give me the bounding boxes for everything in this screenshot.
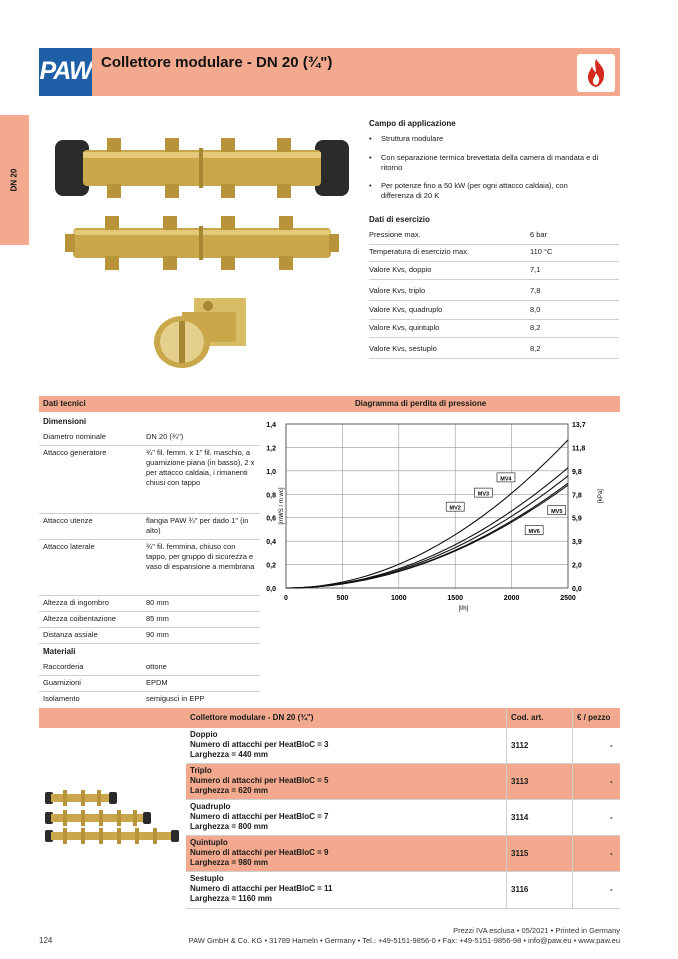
x-axis-label: [l/h] xyxy=(458,606,469,612)
tech-row xyxy=(39,628,260,644)
operating-value: 8,0 xyxy=(530,305,541,314)
operating-label: Valore Kvs, triplo xyxy=(369,286,426,295)
order-width: Larghezza = 980 mm xyxy=(190,858,269,867)
manifold-insulated-image xyxy=(55,134,349,209)
order-description xyxy=(190,874,333,904)
tech-value: 85 mm xyxy=(146,614,169,623)
order-col-price: € / pezzo xyxy=(577,713,611,722)
tech-value: ¾" fil. femm. x 1" fil. maschio, a guarnizione piana (in basso), 2 x per attacco caldaia, i rimanenti chiusi con tappo xyxy=(146,448,255,487)
order-width: Larghezza = 800 mm xyxy=(190,822,269,831)
tech-label: Raccorderia xyxy=(43,662,84,671)
operating-label: Valore Kvs, quadruplo xyxy=(369,305,443,314)
order-price: - xyxy=(610,849,613,858)
tech-label: Attacco generatore xyxy=(43,448,107,457)
series-label-mv3: MV3 xyxy=(477,491,490,498)
y-axis-label-right: [kPa] xyxy=(598,489,604,503)
order-description xyxy=(190,730,328,760)
order-width: Larghezza = 620 mm xyxy=(190,786,269,795)
operating-value: 110 °C xyxy=(530,247,553,256)
order-divider xyxy=(186,763,620,764)
operating-row xyxy=(369,244,619,262)
operating-label: Temperatura di esercizio max. xyxy=(369,247,470,256)
order-type: Sestuplo xyxy=(190,874,224,883)
flame-icon xyxy=(577,54,615,92)
page-number: 124 xyxy=(39,936,53,945)
tech-label: Distanza assiale xyxy=(43,630,98,639)
order-width: Larghezza = 440 mm xyxy=(190,750,269,759)
tech-row xyxy=(39,540,260,596)
y-tick-label-right: 11,8 xyxy=(572,445,586,453)
x-tick-label: 500 xyxy=(336,595,349,602)
x-tick-label: 2000 xyxy=(503,595,520,602)
pressure-loss-chart-svg xyxy=(262,414,618,614)
tech-value: flangia PAW ¾" per dado 1" (in alto) xyxy=(146,516,249,535)
order-connections: Numero di attacchi per HeatBloC = 9 xyxy=(190,848,329,857)
bullet-dot-icon: • xyxy=(369,134,372,143)
y-tick-label-left: 0,4 xyxy=(266,539,276,547)
operating-row xyxy=(369,320,619,338)
series-label-mv5: MV5 xyxy=(551,509,563,516)
operating-row xyxy=(369,283,619,301)
x-tick-label: 2500 xyxy=(560,595,576,602)
tech-label: Altezza coibentazione xyxy=(43,614,116,623)
y-tick-label-right: 0,0 xyxy=(572,586,582,593)
application-bullet xyxy=(369,181,589,201)
tech-data-heading: Dati tecnici xyxy=(43,399,86,408)
footer-price-note: Prezzi IVA esclusa • 05/2021 • Printed in Germany xyxy=(453,926,620,935)
application-bullet xyxy=(369,153,614,173)
tech-label: Isolamento xyxy=(43,694,80,703)
operating-label: Valore Kvs, quintuplo xyxy=(369,323,440,332)
paw-logo xyxy=(39,48,92,96)
application-bullet xyxy=(369,134,619,144)
operating-heading: Dati di esercizio xyxy=(369,215,430,224)
order-connections: Numero di attacchi per HeatBloC = 11 xyxy=(190,884,333,893)
tech-row xyxy=(39,676,260,692)
order-code: 3116 xyxy=(511,885,529,894)
tech-value: DN 20 (¾") xyxy=(146,432,184,441)
y-tick-label-left: 0,0 xyxy=(266,586,276,593)
order-column-divider xyxy=(572,708,573,908)
dimensions-heading: Dimensioni xyxy=(43,417,87,426)
operating-label: Valore Kvs, sestuplo xyxy=(369,344,437,353)
tech-value: EPDM xyxy=(146,678,168,687)
y-tick-label-left: 0,6 xyxy=(266,515,276,523)
tech-label: Guarnizioni xyxy=(43,678,81,687)
order-description xyxy=(190,766,328,796)
tech-row xyxy=(39,596,260,612)
x-tick-label: 0 xyxy=(284,595,288,602)
bullet-dot-icon: • xyxy=(369,181,372,190)
tech-value: ottone xyxy=(146,662,167,671)
tech-label: Attacco utenze xyxy=(43,516,93,525)
order-price: - xyxy=(610,885,613,894)
side-tab-label: DN 20 xyxy=(9,168,19,192)
order-col-description: Collettore modulare - DN 20 (¾") xyxy=(190,713,314,722)
order-description xyxy=(190,838,328,868)
y-tick-label-right: 7,8 xyxy=(572,492,582,500)
manifold-bare-image xyxy=(65,214,339,279)
tech-value: ¾" fil. femmina, chiuso con tappo, per gruppo di sicurezza e vaso di espansione a membrana xyxy=(146,542,255,571)
order-row xyxy=(186,872,620,908)
bullet-text: Con separazione termica brevettata della camera di mandata e di ritorno xyxy=(381,153,599,172)
order-type: Quadruplo xyxy=(190,802,231,811)
plot-frame xyxy=(286,424,568,588)
operating-row xyxy=(369,227,619,245)
order-description xyxy=(190,802,328,832)
order-price: - xyxy=(610,741,613,750)
tech-value: 80 mm xyxy=(146,598,169,607)
series-line-mv5 xyxy=(286,483,568,588)
operating-label: Pressione max. xyxy=(369,230,421,239)
chart-heading: Diagramma di perdita di pressione xyxy=(355,399,487,408)
series-label-mv4: MV4 xyxy=(500,476,512,483)
order-row xyxy=(186,836,620,872)
operating-row xyxy=(369,302,619,320)
paw-logo-text: PAW xyxy=(39,57,92,85)
order-type: Doppio xyxy=(190,730,218,739)
y-tick-label-right: 9,8 xyxy=(572,468,582,476)
order-code: 3115 xyxy=(511,849,529,858)
series-label-mv6: MV6 xyxy=(528,529,540,536)
operating-value: 8,2 xyxy=(530,344,541,353)
tech-row xyxy=(39,446,260,514)
bullet-dot-icon: • xyxy=(369,153,372,162)
order-divider xyxy=(186,835,620,836)
tech-row xyxy=(39,660,260,676)
x-tick-label: 1000 xyxy=(391,595,407,602)
bullet-text: Per potenze fino a 50 kW (per ogni attacco caldaia), con differenza di 20 K xyxy=(381,181,568,200)
y-tick-label-right: 5,9 xyxy=(572,515,582,523)
order-connections: Numero di attacchi per HeatBloC = 7 xyxy=(190,812,329,821)
order-type: Quintuplo xyxy=(190,838,228,847)
order-price: - xyxy=(610,813,613,822)
order-type: Triplo xyxy=(190,766,212,775)
tech-value: 90 mm xyxy=(146,630,169,639)
x-tick-label: 1500 xyxy=(447,595,463,602)
y-tick-label-left: 1,2 xyxy=(266,445,276,453)
y-tick-label-left: 1,4 xyxy=(266,422,276,429)
tech-row xyxy=(39,430,260,446)
tech-row xyxy=(39,514,260,540)
pressure-loss-chart xyxy=(262,414,618,619)
y-tick-label-right: 3,9 xyxy=(572,539,582,547)
order-column-divider xyxy=(506,708,507,908)
order-row xyxy=(186,764,620,800)
operating-label: Valore Kvs, doppio xyxy=(369,265,432,274)
y-axis-label-left: [mWS / m wc] xyxy=(279,487,285,525)
operating-row xyxy=(369,262,619,280)
tech-label: Altezza di ingombro xyxy=(43,598,109,607)
y-tick-label-right: 2,0 xyxy=(572,562,582,570)
y-tick-label-left: 0,8 xyxy=(266,492,276,500)
tech-label: Attacco laterale xyxy=(43,542,95,551)
order-divider xyxy=(186,908,620,909)
manifold-variants-image xyxy=(43,786,183,855)
series-label-mv2: MV2 xyxy=(449,505,461,512)
footer-address: PAW GmbH & Co. KG • 31789 Hameln • Germany • Tel.: +49-5151-9856-0 • Fax: +49-5151-9856-98 • info@paw.eu • www.paw.eu xyxy=(188,936,620,945)
order-divider xyxy=(186,871,620,872)
order-code: 3112 xyxy=(511,741,529,750)
order-divider xyxy=(186,799,620,800)
y-tick-label-left: 1,0 xyxy=(266,468,276,476)
tech-label: Diametro nominale xyxy=(43,432,106,441)
tech-value: semigusci in EPP xyxy=(146,694,205,703)
application-heading: Campo di applicazione xyxy=(369,119,456,128)
manifold-section-image xyxy=(152,294,252,379)
operating-row xyxy=(369,341,619,359)
operating-value: 7,1 xyxy=(530,265,541,274)
order-code: 3114 xyxy=(511,813,529,822)
page-title: Collettore modulare - DN 20 (¾") xyxy=(101,54,333,71)
order-width: Larghezza = 1160 mm xyxy=(190,894,273,903)
order-code: 3113 xyxy=(511,777,529,786)
tech-row xyxy=(39,612,260,628)
y-tick-label-left: 0,2 xyxy=(266,562,276,570)
order-price: - xyxy=(610,777,613,786)
operating-value: 7,8 xyxy=(530,286,541,295)
materials-heading: Materiali xyxy=(43,647,76,656)
order-connections: Numero di attacchi per HeatBloC = 3 xyxy=(190,740,329,749)
bullet-text: Struttura modulare xyxy=(381,134,444,143)
order-col-code: Cod. art. xyxy=(511,713,544,722)
section-band xyxy=(39,396,620,412)
operating-value: 6 bar xyxy=(530,230,548,239)
tech-row xyxy=(39,692,260,706)
y-tick-label-right: 13,7 xyxy=(572,422,586,429)
operating-value: 8,2 xyxy=(530,323,541,332)
order-connections: Numero di attacchi per HeatBloC = 5 xyxy=(190,776,329,785)
order-row xyxy=(186,728,620,764)
order-row xyxy=(186,800,620,836)
